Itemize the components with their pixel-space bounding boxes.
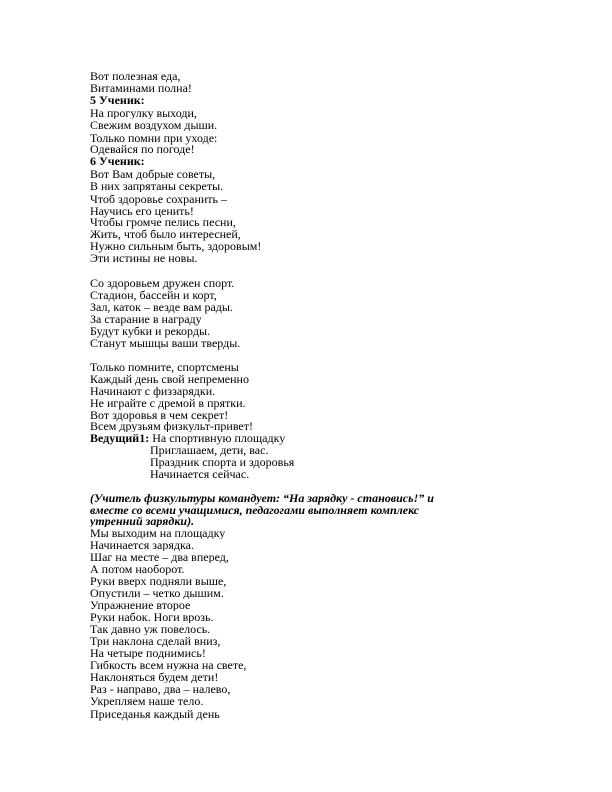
poem-line: Научись его ценить! [90,204,194,218]
poem-line: Зал, каток – везде вам рады. [90,300,233,314]
stage-direction-line: утренний зарядки). [90,516,195,527]
poem-line: Три наклона сделай вниз, [90,636,221,647]
poem-line: Начинают с физзарядки. [90,384,216,398]
poem-line: Наклоняться будем дети! [90,672,219,683]
poem-line: Станут мышцы ваши тверды. [90,336,241,350]
speaker-label-student6: 6 Ученик: [90,154,145,168]
poem-line: За старание в награду [90,312,202,326]
poem-line: Раз - направо, два – налево, [90,684,231,695]
poem-line: На четыре поднимись! [90,648,206,659]
poem-line: На прогулку выходи, [90,108,197,119]
poem-line: Мы выходим на площадку [90,528,226,539]
poem-line: Свежим воздухом дыши. [90,120,218,131]
speaker-label-student5: 5 Ученик: [90,93,145,107]
stage-direction-line: вместе со всеми учащимися, педагогами выполняет комплекс [90,503,420,517]
poem-line: Гибкость всем нужна на свете, [90,660,247,671]
poem-line: Руки набок. Ноги врозь. [90,612,214,623]
poem-line: Жить, чтоб было интересней, [90,227,241,241]
host-line: Праздник спорта и здоровья [150,455,295,469]
poem-line: Не играйте с дремой в прятки. [90,396,246,410]
poem-line: Витаминами полна! [90,81,192,95]
poem-line: Стадион, бассейн и корт, [90,288,217,302]
poem-line: Каждый день свой непременно [90,372,249,386]
poem-line: А потом наоборот. [90,564,185,575]
poem-line: Шаг на месте – два вперед, [90,552,229,563]
speaker-label-host: Ведущий1: [90,431,150,445]
poem-line: Так давно уж повелось. [90,624,211,635]
poem-line: Начинается зарядка. [90,540,194,551]
poem-line: Нужно сильным быть, здоровым! [90,239,262,253]
poem-line: Упражнение второе [90,600,191,611]
poem-line: Укрепляем наше тело. [90,696,204,707]
poem-line: Чтоб здоровье сохранить – [90,192,227,206]
poem-line: Только помни при уходе: [90,131,218,145]
poem-line: Вот полезная еда, [90,69,181,83]
poem-line: В них запрятаны секреты. [90,181,224,192]
poem-line: Вот здоровья в чем секрет! [90,408,229,422]
poem-line: Опустили – четко дышим. [90,588,224,599]
host-first-line: На спортивную площадку [149,431,286,445]
poem-line: Только помните, спортсмены [90,360,239,374]
host-line: Начинается сейчас. [150,467,250,481]
poem-line: Одевайся по погоде! [90,142,195,156]
poem-line: Эти истины не новы. [90,251,198,265]
poem-line: Всем друзьям физкульт-привет! [90,421,253,432]
host-line: Приглашаем, дети, вас. [150,443,269,457]
poem-line: Со здоровьем дружен спорт. [90,276,235,290]
poem-line: Приседанья каждый день [90,707,220,721]
poem-line: Руки вверх подняли выше, [90,576,227,587]
poem-line: Чтобы громче пелись песни, [90,215,236,229]
stage-direction-line: (Учитель физкультуры командует: “На зарядку - становись!” и [90,491,434,505]
poem-line: Вот Вам добрые советы, [90,169,216,180]
poem-line: Будут кубки и рекорды. [90,324,211,338]
